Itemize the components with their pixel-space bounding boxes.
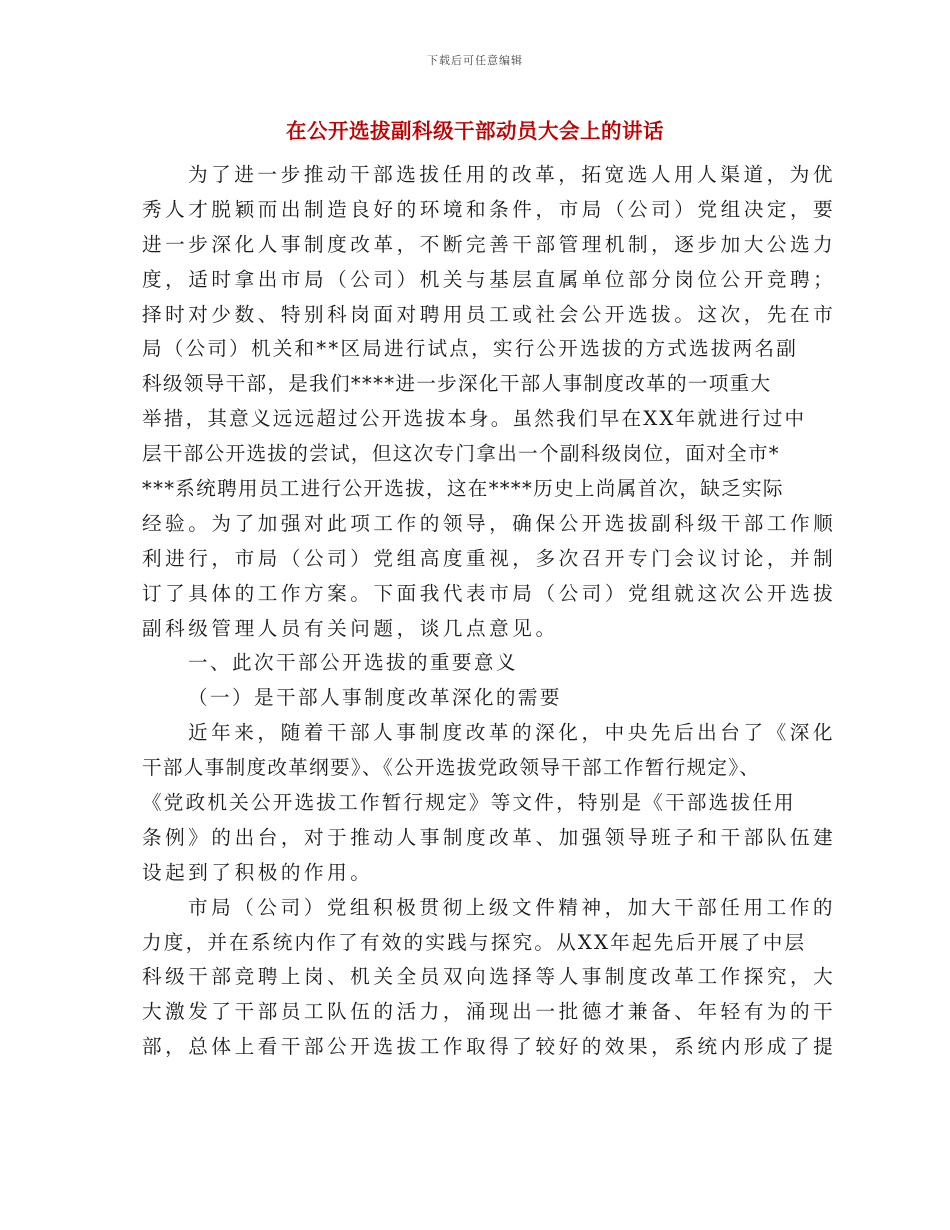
paragraph-line: 市局（公司）党组积极贯彻上级文件精神，加大干部任用工作的 <box>188 895 837 919</box>
paragraph-line: 度，适时拿出市局（公司）机关与基层直属单位部分岗位公开竞聘； <box>142 267 837 291</box>
subsection-heading: （一）是干部人事制度改革深化的需要 <box>188 686 562 710</box>
paragraph-line: 部，总体上看干部公开选拔工作取得了较好的效果，系统内形成了提 <box>142 1035 837 1059</box>
document-title: 在公开选拔副科级干部动员大会上的讲话 <box>286 119 664 143</box>
paragraph-line: 近年来，随着干部人事制度改革的深化，中央先后出台了《深化 <box>188 721 837 745</box>
paragraph-line: 举措，其意义远远超过公开选拔本身。虽然我们早在XX年就进行过中 <box>142 407 807 431</box>
paragraph-line: 科级领导干部，是我们****进一步深化干部人事制度改革的一项重大 <box>142 372 772 396</box>
paragraph-line: 设起到了积极的作用。 <box>142 860 374 884</box>
paragraph-line: 《党政机关公开选拔工作暂行规定》等文件，特别是《干部选拔任用 <box>142 791 796 815</box>
paragraph-line: 大激发了干部员工队伍的活力，涌现出一批德才兼备、年轻有为的干 <box>142 1000 837 1024</box>
paragraph-line: ***系统聘用员工进行公开选拔，这在****历史上尚属首次，缺乏实际 <box>142 477 784 501</box>
paragraph-line: 层干部公开选拔的尝试，但这次专门拿出一个副科级岗位，面对全市* <box>142 442 780 466</box>
paragraph-line: 经验。为了加强对此项工作的领导，确保公开选拔副科级干部工作顺 <box>142 511 837 535</box>
paragraph-line: 干部人事制度改革纲要》、《公开选拔党政领导干部工作暂行规定》、 <box>142 756 761 780</box>
paragraph-line: 副科级管理人员有关问题，谈几点意见。 <box>142 616 559 640</box>
paragraph-line: 为了进一步推动干部选拔任用的改革，拓宽选人用人渠道，为优 <box>188 163 837 186</box>
page-header-note: 下载后可任意编辑 <box>427 54 523 67</box>
document-body <box>142 158 837 1065</box>
paragraph-line: 利进行，市局（公司）党组高度重视，多次召开专门会议讨论，并制 <box>142 546 837 570</box>
paragraph-line: 订了具体的工作方案。下面我代表市局（公司）党组就这次公开选拔 <box>142 581 837 605</box>
paragraph-line: 择时对少数、特别科岗面对聘用员工或社会公开选拔。这次，先在市 <box>142 302 837 326</box>
paragraph-line: 秀人才脱颖而出制造良好的环境和条件，市局（公司）党组决定，要 <box>142 197 837 221</box>
paragraph-line: 局（公司）机关和**区局进行试点，实行公开选拔的方式选拔两名副 <box>142 337 799 361</box>
paragraph-line: 科级干部竞聘上岗、机关全员双向选择等人事制度改革工作探究，大 <box>142 965 837 989</box>
section-heading: 一、此次干部公开选拔的重要意义 <box>188 651 518 675</box>
paragraph-line: 条例》的出台，对于推动人事制度改革、加强领导班子和干部队伍建 <box>142 825 837 849</box>
paragraph-line: 力度，并在系统内作了有效的实践与探究。从XX年起先后开展了中层 <box>142 930 807 954</box>
paragraph-line: 进一步深化人事制度改革，不断完善干部管理机制，逐步加大公选力 <box>142 232 837 256</box>
